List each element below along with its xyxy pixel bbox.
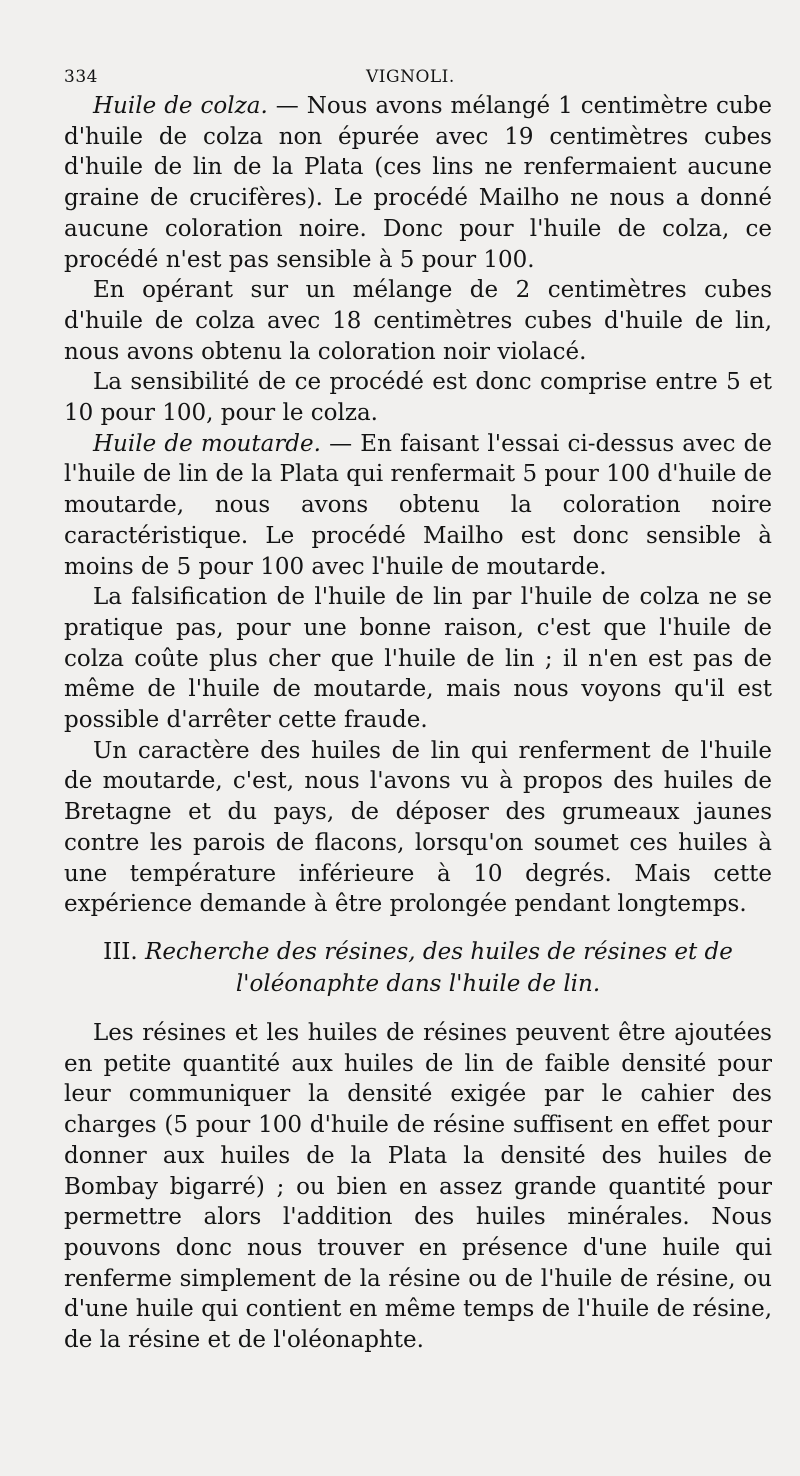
section-title: Recherche des résines, des huiles de résines et de l'oléonaphte dans l'huile de lin. — [145, 938, 733, 997]
paragraph-lead: Huile de moutarde. — [93, 430, 321, 457]
paragraph-text: — En faisant l'essai ci-dessus avec de l'huile de lin de la Plata qui renfermait 5 pour 100 d'huile de moutarde, nous avons obtenu la coloration noire caractéristique. Le procédé Mailho est donc sensible à moins de 5 pour 100 avec l'huile de moutarde. — [64, 430, 773, 580]
paragraph-text: — Nous avons mélangé 1 centimètre cube d'huile de colza non épurée avec 19 centimètres cubes d'huile de lin de la Plata (ces lins ne renfermaient aucune graine de crucifères). Le procédé Mailho ne nous a donné aucune coloration noire. Donc pour l'huile de colza, ce procédé n'est pas sensible à 5 pour 100. — [64, 93, 772, 273]
paragraph-melange — [64, 275, 772, 367]
paragraph-text: La falsification de l'huile de lin par l'huile de colza ne se pratique pas, pour une bonne raison, c'est que l'huile de colza coûte plus cher que l'huile de lin ; il n'en est pas de même de l'huile de moutarde, mais nous voyons qu'il est possible d'arrêter cette fraude. — [64, 584, 772, 734]
paragraph-text: En opérant sur un mélange de 2 centimètres cubes d'huile de colza avec 18 centimètres cubes d'huile de lin, nous avons obtenu la coloration noir violacé. — [64, 277, 772, 365]
section-heading — [64, 936, 772, 1000]
paragraph-lead: Huile de colza. — [93, 93, 268, 119]
paragraph-text: Les résines et les huiles de résines peuvent être ajoutées en petite quantité aux huiles de lin de faible densité pour leur communiquer la densité exigée par le cahier des charges (5 pour 100 d'huile de résine suffisent en effet pour donner aux huiles de la Plata la densité des huiles de Bombay bigarré) ; ou bien en assez grande quantité pour permettre alors l'addition des huiles minérales. Nous pouvons donc nous trouver en présence d'une huile qui renferme simplement de la résine ou de l'huile de résine, ou d'une huile qui contient en même temps de l'huile de résine, de la résine et de l'oléonaphte. — [64, 1019, 772, 1354]
paragraph-sensibilite — [64, 367, 772, 428]
paragraph-falsification — [64, 582, 772, 736]
paragraph-caractere — [64, 736, 772, 920]
section-number: III. — [103, 938, 138, 965]
running-title: VIGNOLI. — [366, 67, 455, 87]
page-number: 334 — [64, 67, 98, 87]
running-head — [64, 66, 772, 88]
paragraph-text: La sensibilité de ce procédé est donc comprise entre 5 et 10 pour 100, pour le colza. — [64, 369, 772, 427]
page-body — [64, 91, 772, 1356]
paragraph-text: Un caractère des huiles de lin qui renferment de l'huile de moutarde, c'est, nous l'avons vu à propos des huiles de Bretagne et du pays, de déposer des grumeaux jaunes contre les parois de flacons, lorsqu'on soumet ces huiles à une température inférieure à 10 degrés. Mais cette expérience demande à être prolongée pendant longtemps. — [64, 737, 772, 918]
paragraph-resines — [64, 1018, 772, 1356]
paragraph-moutarde — [64, 429, 772, 583]
paragraph-colza — [64, 91, 772, 275]
